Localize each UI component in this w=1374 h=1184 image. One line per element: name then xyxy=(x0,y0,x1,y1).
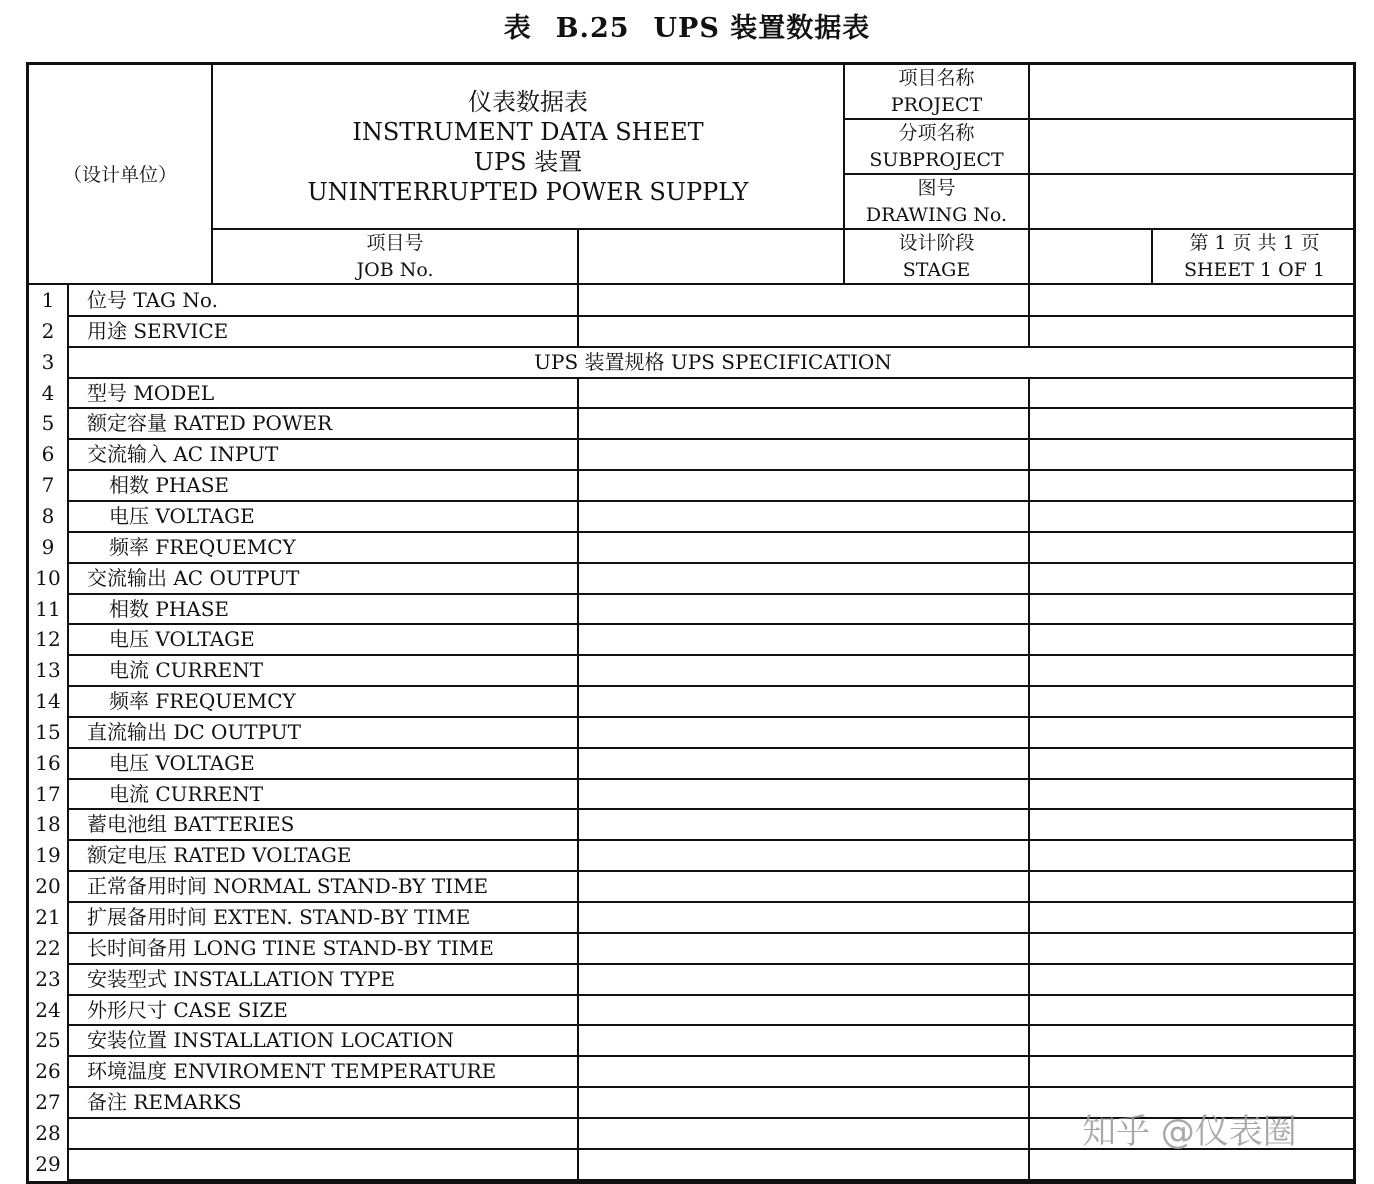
value-cell-primary[interactable] xyxy=(579,316,1028,347)
value-cell-primary[interactable] xyxy=(579,1149,1028,1180)
design-unit-cell xyxy=(29,65,211,285)
row-number: 27 xyxy=(35,1090,61,1115)
value-cell-primary[interactable] xyxy=(579,995,1028,1026)
value-cell-secondary[interactable] xyxy=(1030,624,1356,655)
drawing-label-cell xyxy=(845,175,1028,228)
row-number: 13 xyxy=(35,658,61,683)
row-label: 安装位置 INSTALLATION LOCATION xyxy=(87,1028,455,1053)
row-label: 备注 REMARKS xyxy=(87,1090,242,1115)
table-caption xyxy=(0,6,1374,45)
watermark-text: 知乎 @仪表圈 xyxy=(1082,1112,1297,1152)
row-label: 蓄电池组 BATTERIES xyxy=(87,812,295,837)
value-cell-primary[interactable] xyxy=(579,470,1028,501)
row-label: 频率 FREQUEMCY xyxy=(109,689,296,714)
project-label-en: PROJECT xyxy=(890,93,983,116)
value-cell-primary[interactable] xyxy=(579,1087,1028,1118)
sheet-count-cell xyxy=(1153,230,1356,283)
row-number: 18 xyxy=(35,812,61,837)
value-cell-secondary[interactable] xyxy=(1030,1025,1356,1056)
value-cell-primary[interactable] xyxy=(579,748,1028,779)
value-cell-primary[interactable] xyxy=(579,378,1028,409)
row-number: 21 xyxy=(35,905,61,929)
row-number: 15 xyxy=(35,719,61,744)
row-label: 直流输出 DC OUTPUT xyxy=(87,719,301,744)
value-cell-primary[interactable] xyxy=(579,408,1028,439)
value-cell-secondary[interactable] xyxy=(1030,1149,1356,1180)
row-number: 29 xyxy=(35,1151,61,1176)
job-label-cell xyxy=(213,230,577,283)
row-label: 相数 PHASE xyxy=(109,473,229,498)
value-cell-secondary[interactable] xyxy=(1030,408,1356,439)
row-label: 长时间备用 LONG TINE STAND-BY TIME xyxy=(87,935,494,960)
subproject-label-cn: 分项名称 xyxy=(898,121,975,144)
caption-title: UPS 装置数据表 xyxy=(653,13,871,44)
value-cell-secondary[interactable] xyxy=(1030,1056,1356,1087)
data-sheet xyxy=(26,62,1356,1184)
subproject-label-en: SUBPROJECT xyxy=(869,148,1004,171)
row-number: 23 xyxy=(35,966,61,991)
value-cell-secondary[interactable] xyxy=(1030,378,1356,409)
value-cell-secondary[interactable] xyxy=(1030,840,1356,871)
row-number: 12 xyxy=(35,627,61,652)
value-cell-secondary[interactable] xyxy=(1030,532,1356,563)
row-number: 3 xyxy=(41,349,55,374)
row-label: 型号 MODEL xyxy=(87,380,215,405)
value-cell-primary[interactable] xyxy=(579,779,1028,810)
row-label: 交流输出 AC OUTPUT xyxy=(87,565,300,590)
value-cell-secondary[interactable] xyxy=(1030,809,1356,840)
row-label: 电压 VOLTAGE xyxy=(109,503,255,528)
row-number: 16 xyxy=(35,750,61,775)
value-cell-primary[interactable] xyxy=(579,933,1028,964)
value-cell-primary[interactable] xyxy=(579,686,1028,717)
row-label: 用途 SERVICE xyxy=(87,318,229,343)
job-label-cn: 项目号 xyxy=(366,231,424,254)
row-number: 11 xyxy=(35,596,61,621)
value-cell-secondary[interactable] xyxy=(1030,995,1356,1026)
row-label: 电压 VOLTAGE xyxy=(109,627,255,652)
value-cell-secondary[interactable] xyxy=(1030,717,1356,748)
row-number: 14 xyxy=(35,689,61,714)
row-number: 1 xyxy=(41,288,55,312)
value-cell-secondary[interactable] xyxy=(1030,964,1356,995)
row-label: 电流 CURRENT xyxy=(109,781,264,806)
row-number: 2 xyxy=(41,318,55,343)
row-number: 9 xyxy=(41,534,55,559)
value-cell-secondary[interactable] xyxy=(1030,594,1356,625)
drawing-label-cn: 图号 xyxy=(917,176,956,199)
sheet-count-en: SHEET 1 OF 1 xyxy=(1183,258,1326,281)
row-number: 6 xyxy=(41,442,55,467)
row-label: 电压 VOLTAGE xyxy=(109,750,255,775)
row-number: 28 xyxy=(35,1120,61,1145)
row-label: 环境温度 ENVIROMENT TEMPERATURE xyxy=(87,1059,497,1084)
row-label: 额定容量 RATED POWER xyxy=(87,411,333,436)
row-label: 额定电压 RATED VOLTAGE xyxy=(87,843,352,868)
value-cell-secondary[interactable] xyxy=(1030,316,1356,347)
value-cell-secondary[interactable] xyxy=(1030,439,1356,470)
project-label-cn: 项目名称 xyxy=(898,66,975,89)
project-label-cell xyxy=(845,65,1028,118)
stage-label-cell xyxy=(845,230,1028,283)
value-cell-primary[interactable] xyxy=(579,871,1028,902)
row-number: 8 xyxy=(41,503,55,528)
row-number: 22 xyxy=(35,935,61,960)
stage-label-cn: 设计阶段 xyxy=(898,231,975,254)
value-cell-secondary[interactable] xyxy=(1030,871,1356,902)
value-cell-primary[interactable] xyxy=(579,624,1028,655)
row-number: 10 xyxy=(35,565,61,590)
row-number: 5 xyxy=(41,411,55,436)
sheet-title-cell xyxy=(213,65,843,228)
value-cell-secondary[interactable] xyxy=(1030,779,1356,810)
value-cell-primary[interactable] xyxy=(579,563,1028,594)
row-label: 频率 FREQUEMCY xyxy=(109,534,296,559)
value-cell-primary[interactable] xyxy=(579,964,1028,995)
row-label: 相数 PHASE xyxy=(109,596,229,621)
value-cell-primary[interactable] xyxy=(579,902,1028,933)
row-number: 17 xyxy=(35,781,61,806)
value-cell-primary[interactable] xyxy=(579,1118,1028,1149)
value-cell-primary[interactable] xyxy=(579,285,1028,316)
value-cell-secondary[interactable] xyxy=(1030,563,1356,594)
sheet-title-line-2: INSTRUMENT DATA SHEET xyxy=(352,117,704,146)
value-cell-secondary[interactable] xyxy=(1030,902,1356,933)
stage-label-en: STAGE xyxy=(902,258,971,281)
value-cell-primary[interactable] xyxy=(579,655,1028,686)
drawing-label-en: DRAWING No. xyxy=(865,203,1008,226)
row-label: 外形尺寸 CASE SIZE xyxy=(87,997,288,1022)
row-label: 正常备用时间 NORMAL STAND-BY TIME xyxy=(87,874,489,899)
value-cell-primary[interactable] xyxy=(579,717,1028,748)
row-label: 安装型式 INSTALLATION TYPE xyxy=(87,966,396,991)
design-unit-label: （设计单位） xyxy=(62,163,177,186)
row-label: 电流 CURRENT xyxy=(109,658,264,683)
row-label: 扩展备用时间 EXTEN. STAND-BY TIME xyxy=(87,905,471,929)
row-label: 交流输入 AC INPUT xyxy=(87,442,279,467)
subproject-label-cell xyxy=(845,120,1028,173)
sheet-count-cn: 第 1 页 共 1 页 xyxy=(1189,231,1320,254)
row-number: 20 xyxy=(35,874,61,899)
value-cell-primary[interactable] xyxy=(579,501,1028,532)
section-heading: UPS 装置规格 UPS SPECIFICATION xyxy=(534,349,892,374)
sheet-title-line-4: UNINTERRUPTED POWER SUPPLY xyxy=(307,177,749,206)
row-number: 24 xyxy=(35,997,61,1022)
caption-number: B.25 xyxy=(555,13,630,44)
value-cell-secondary[interactable] xyxy=(1030,285,1356,316)
row-number: 7 xyxy=(41,473,55,498)
value-cell-primary[interactable] xyxy=(579,840,1028,871)
caption-prefix: 表 xyxy=(503,13,532,44)
value-cell-secondary[interactable] xyxy=(1030,470,1356,501)
sheet-title-line-3: UPS 装置 xyxy=(473,147,583,176)
value-cell-secondary[interactable] xyxy=(1030,748,1356,779)
row-number: 4 xyxy=(41,380,55,405)
value-cell-secondary[interactable] xyxy=(1030,686,1356,717)
value-cell-secondary[interactable] xyxy=(1030,933,1356,964)
value-cell-primary[interactable] xyxy=(579,1056,1028,1087)
value-cell-primary[interactable] xyxy=(579,532,1028,563)
row-number: 19 xyxy=(35,843,61,868)
row-number: 26 xyxy=(35,1059,61,1084)
value-cell-primary[interactable] xyxy=(579,809,1028,840)
job-label-en: JOB No. xyxy=(356,258,434,281)
value-cell-primary[interactable] xyxy=(579,439,1028,470)
row-label: 位号 TAG No. xyxy=(87,288,218,312)
row-number: 25 xyxy=(35,1028,61,1053)
sheet-title-line-1: 仪表数据表 xyxy=(468,87,588,116)
value-cell-secondary[interactable] xyxy=(1030,655,1356,686)
value-cell-primary[interactable] xyxy=(579,594,1028,625)
value-cell-secondary[interactable] xyxy=(1030,501,1356,532)
value-cell-primary[interactable] xyxy=(579,1025,1028,1056)
